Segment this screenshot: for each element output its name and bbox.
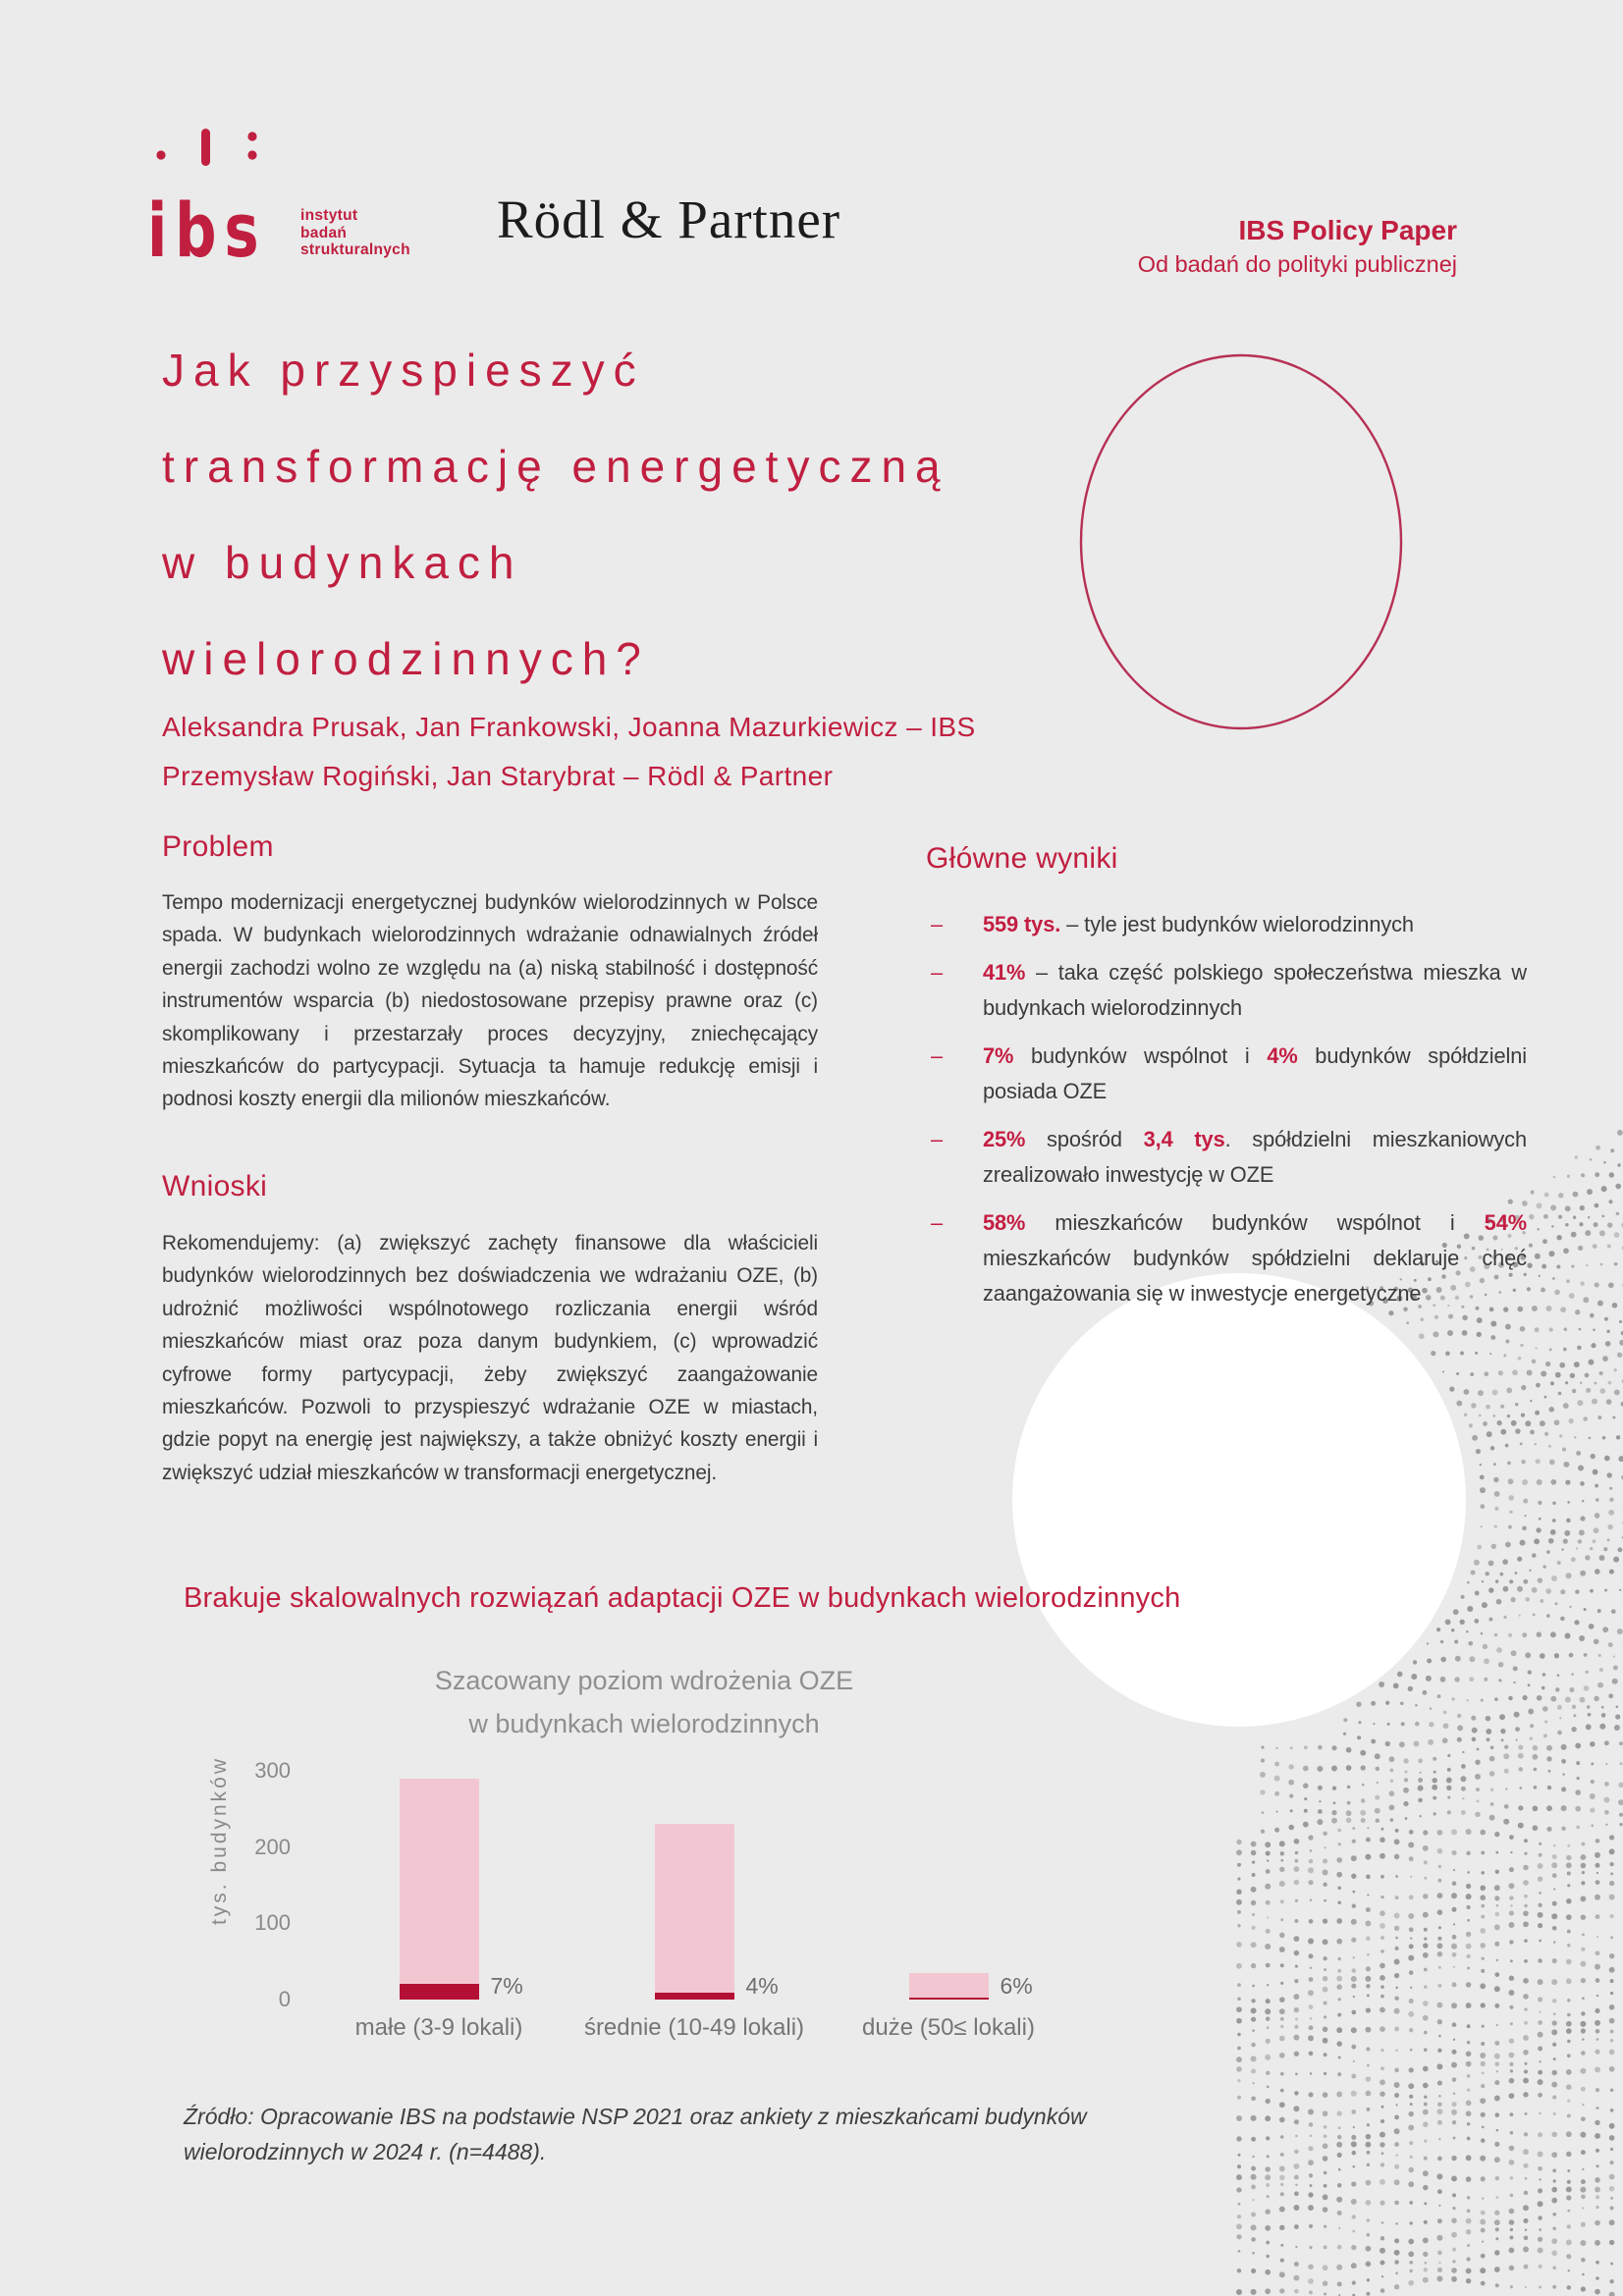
problem-heading: Problem [162,830,274,863]
result-text: mieszkańców budynków spółdzielni deklaruje chęć zaangażowania się w inwestycje energetyczne [983,1246,1527,1306]
result-key-figure: 25% [983,1127,1026,1151]
rodl-partner-logo: Rödl & Partner [497,189,841,249]
source-note-line: Źródło: Opracowanie IBS na podstawie NSP 2021 oraz ankiety z mieszkańcami budynków [184,2104,1087,2129]
result-text: spośród [1025,1127,1144,1151]
ibs-logo-wordmark: ibs [147,187,267,274]
chart-bar-percent-label: 4% [745,1973,779,1999]
authors [162,703,976,801]
result-text: budynków wspólnot i [1013,1043,1268,1068]
ibs-logo-bar [201,129,210,166]
result-text: . spółdzielni mieszkaniowych zrealizowało inwestycję w OZE [983,1127,1527,1187]
result-bullet [926,1039,1527,1109]
chart-y-axis-label: tys. budynków [208,1755,231,1926]
page-title-line: Jak przyspieszyć [162,345,645,396]
chart-bar-percent-label: 7% [490,1973,523,1999]
problem-body: Tempo modernizacji energetycznej budynków wielorodzinnych w Polsce spada. W budynkach wielorodzinnych wdrażanie odnawialnych źródeł energii zachodzi wolno ze względu na (a) niską stabilność i dostępność instrumentów wsparcia (b) niedostosowane przepisy prawne oraz (c) skomplikowany i przestarzały proces decyzyjny, zniechęcający mieszkańców do partycypacji. Sytuacja ta hamuje redukcję emisji i podnosi koszty energii dla milionów mieszkańców. [162,891,818,1111]
ibs-logo-marks [149,125,277,172]
result-key-figure: 3,4 tys [1143,1127,1225,1151]
wnioski-heading: Wnioski [162,1170,268,1202]
ibs-logo-subtitle [300,207,410,259]
result-bullet [926,1122,1527,1193]
result-key-figure: 7% [983,1043,1014,1068]
policy-paper-tagline: Od badań do polityki publicznej [1137,251,1457,277]
chart-bar-percent-label: 6% [1000,1973,1033,1999]
bullet-dash: – [931,1127,944,1151]
chart-title-line: w budynkach wielorodzinnych [468,1709,820,1738]
ibs-logo-dot [247,132,256,140]
result-text: budynków spółdzielni posiada OZE [983,1043,1527,1103]
results-bullet-list [926,907,1527,1324]
chart-section-heading: Brakuje skalowalnych rozwiązań adaptacji OZE w budynkach wielorodzinnych [184,1582,1181,1614]
result-bullet [926,1205,1527,1311]
wnioski-body: Rekomendujemy: (a) zwiększyć zachęty finansowe dla właścicieli budynków wielorodzinnych bez doświadczenia we wdrażaniu OZE, (b) udrożnić możliwości wspólnotowego rozliczania energii wśród mieszkańców miast oraz poza danym budynkiem, (c) wprowadzić cyfrowe formy partycypacji, żeby zwiększyć zaangażowanie mieszkańców. Pozwoli to przyspieszyć wdrażanie OZE w miastach, gdzie popyt na energię jest największy, a także obniżyć koszty energii i zwiększyć udział mieszkańców w transformacji energetycznej. [162,1232,818,1484]
result-key-figure: 54% [1484,1210,1527,1235]
ibs-logo-subtitle-line: instytut [300,207,358,224]
result-bullet [926,955,1527,1026]
page-title [162,322,949,707]
result-key-figure: 41% [983,960,1026,985]
bullet-dash: – [931,1043,944,1068]
result-text: mieszkańców budynków wspólnot i [1025,1210,1485,1235]
chart-y-tick-label: 100 [254,1910,291,1936]
decorative-red-circle [1045,336,1437,748]
policy-paper-title: IBS Policy Paper [1238,215,1457,245]
page-title-line: w budynkach [162,537,523,588]
page-title-line: transformację energetyczną [162,441,949,492]
chart-y-tick-label: 0 [278,1987,291,2011]
bullet-dash: – [931,912,944,936]
author-line: Przemysław Rogiński, Jan Starybrat – Rödl & Partner [162,761,834,791]
result-key-figure: 4% [1267,1043,1298,1068]
chart-y-tick-label: 200 [254,1834,291,1859]
results-heading: Główne wyniki [926,842,1118,875]
page-title-line: wielorodzinnych? [162,633,650,684]
chart-x-category-label: duże (50≤ lokali) [862,2014,1035,2041]
ibs-logo-subtitle-line: strukturalnych [300,241,410,258]
policy-paper-block [1045,215,1457,278]
result-key-figure: 58% [983,1210,1026,1235]
author-line: Aleksandra Prusak, Jan Frankowski, Joanna Mazurkiewicz – IBS [162,712,976,742]
ibs-logo-dot [247,150,256,159]
result-text: – taka część polskiego społeczeństwa mieszka w budynkach wielorodzinnych [983,960,1527,1020]
ibs-logo-dot [156,150,165,159]
result-text: – tyle jest budynków wielorodzinnych [1060,912,1414,936]
chart-x-category-label: małe (3-9 lokali) [354,2014,523,2041]
chart-title-line: Szacowany poziom wdrożenia OZE [434,1666,854,1695]
chart-x-category-label: średnie (10-49 lokali) [583,2014,805,2041]
decorative-white-circle [1012,1273,1466,1727]
ibs-logo-subtitle-line: badań [300,224,348,241]
chart-y-tick-label: 300 [254,1758,291,1783]
source-note [184,2099,1087,2169]
bullet-dash: – [931,1210,944,1235]
bullet-dash: – [931,960,944,985]
source-note-line: wielorodzinnych w 2024 r. (n=4488). [184,2139,547,2164]
result-key-figure: 559 tys. [983,912,1061,936]
result-bullet [926,907,1527,942]
